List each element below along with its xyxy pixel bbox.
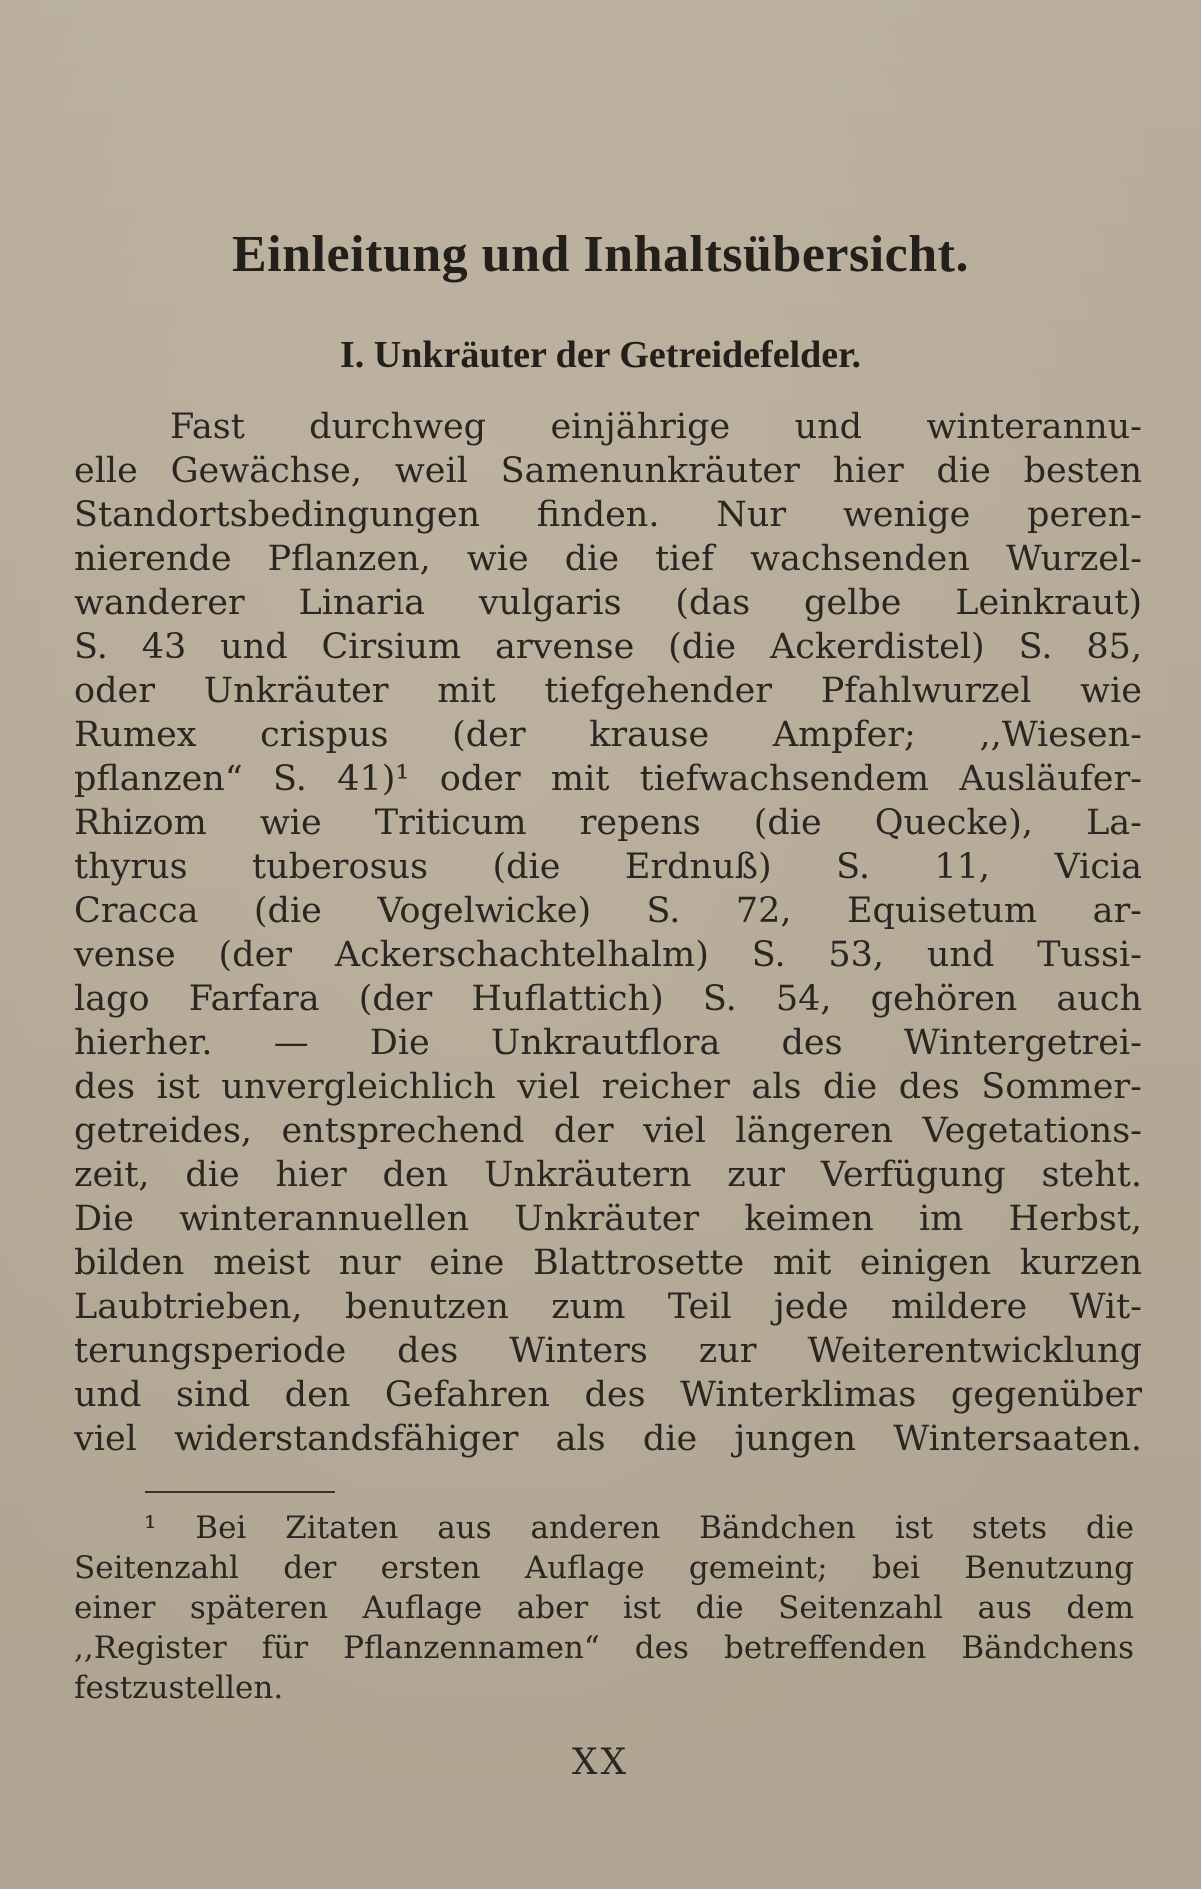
body-line: zeit, die hier den Unkräutern zur Verfügung steht. (74, 1155, 1142, 1195)
body-line: des ist unvergleichlich viel reicher als die des Sommer- (74, 1067, 1142, 1107)
footnote-line: einer späteren Auflage aber ist die Seitenzahl aus dem (74, 1590, 1134, 1626)
body-line: elle Gewächse, weil Samenunkräuter hier die besten (74, 451, 1142, 491)
body-line: bilden meist nur eine Blattrosette mit einigen kurzen (74, 1243, 1142, 1283)
page-title: Einleitung und Inhaltsübersicht. (231, 226, 970, 283)
body-line: vense (der Ackerschachtelhalm) S. 53, und Tussi- (74, 935, 1142, 975)
body-line: viel widerstandsfähiger als die jungen Wintersaaten. (74, 1419, 1142, 1459)
body-line: pflanzen“ S. 41)¹ oder mit tiefwachsendem Ausläufer- (74, 759, 1142, 799)
body-line: thyrus tuberosus (die Erdnuß) S. 11, Vicia (74, 847, 1142, 887)
body-line: hierher. — Die Unkrautflora des Wintergetrei- (74, 1023, 1142, 1063)
body-line: und sind den Gefahren des Winterklimas gegenüber (74, 1375, 1142, 1415)
footnote-divider (145, 1491, 335, 1493)
body-line: getreides, entsprechend der viel längeren Vegetations- (74, 1111, 1142, 1151)
section-heading: I. Unkräuter der Getreidefelder. (339, 334, 861, 376)
footnote-line: ¹ Bei Zitaten aus anderen Bändchen ist stets die (144, 1510, 1134, 1546)
body-line: Rumex crispus (der krause Ampfer; ,,Wiesen- (74, 715, 1142, 755)
body-line: Rhizom wie Triticum repens (die Quecke), La- (74, 803, 1142, 843)
body-line: wanderer Linaria vulgaris (das gelbe Leinkraut) (74, 583, 1142, 623)
body-line: Fast durchweg einjährige und winterannu- (170, 407, 1142, 447)
body-line: oder Unkräuter mit tiefgehender Pfahlwurzel wie (74, 671, 1142, 711)
body-line: nierende Pflanzen, wie die tief wachsenden Wurzel- (74, 539, 1142, 579)
body-text (74, 405, 1142, 1461)
body-line: Cracca (die Vogelwicke) S. 72, Equisetum ar- (74, 891, 1142, 931)
footnote (74, 1508, 1134, 1708)
footnote-line: Seitenzahl der ersten Auflage gemeint; bei Benutzung (74, 1550, 1134, 1586)
body-line: terungsperiode des Winters zur Weiterentwicklung (74, 1331, 1142, 1371)
footnote-line: ,,Register für Pflanzennamen“ des betreffenden Bändchens (74, 1630, 1134, 1666)
body-line: lago Farfara (der Huflattich) S. 54, gehören auch (74, 979, 1142, 1019)
body-line: Standortsbedingungen finden. Nur wenige peren- (74, 495, 1142, 535)
page-number: XX (571, 1742, 630, 1783)
body-line: S. 43 und Cirsium arvense (die Ackerdistel) S. 85, (74, 627, 1142, 667)
footnote-line: festzustellen. (74, 1670, 284, 1706)
body-line: Die winterannuellen Unkräuter keimen im Herbst, (74, 1199, 1142, 1239)
body-line: Laubtrieben, benutzen zum Teil jede mildere Wit- (74, 1287, 1142, 1327)
